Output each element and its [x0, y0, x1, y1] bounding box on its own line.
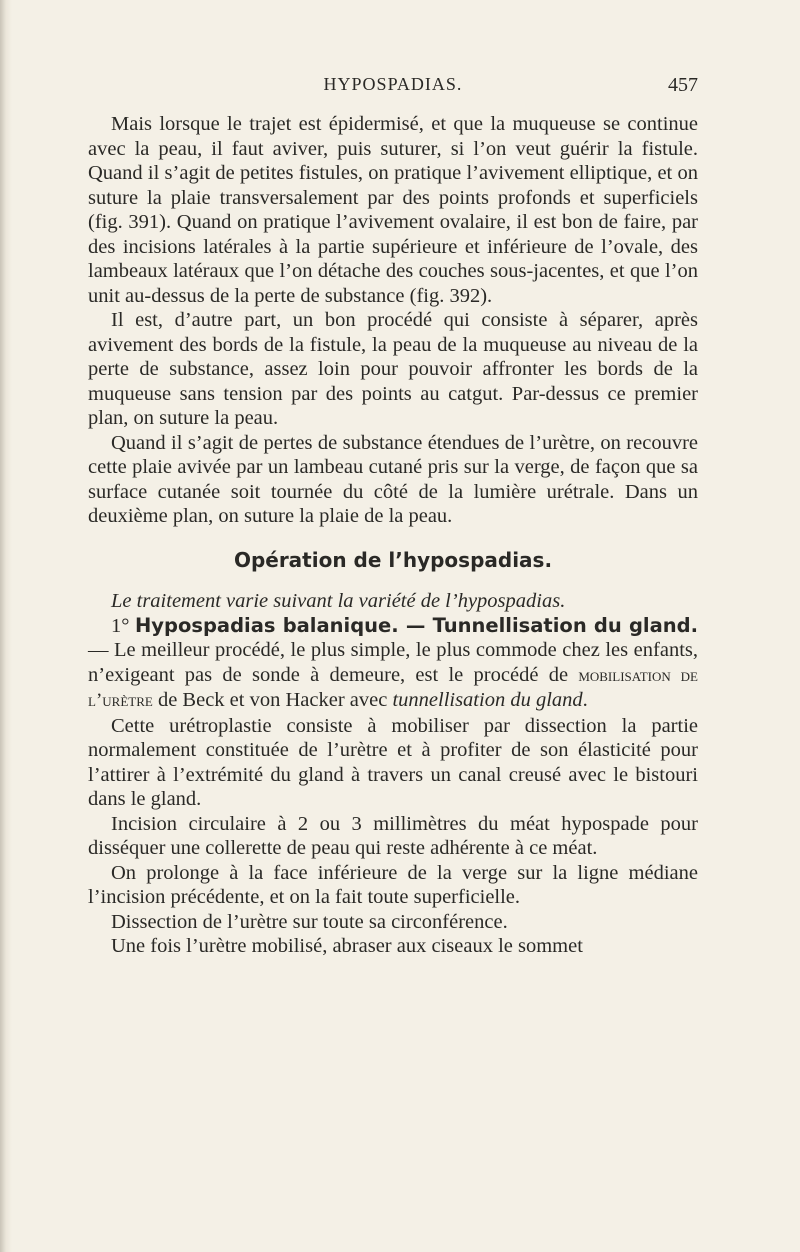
paragraph-balanic-hypospadias — [88, 614, 698, 714]
subsection-title: Hypospadias balanique. — Tunnellisation du gland. — [134, 613, 698, 637]
page-number: 457 — [668, 74, 698, 96]
procedure-name: mobilisation de l’urètre — [88, 664, 698, 711]
paragraph-circular-incision: Incision circulaire à 2 ou 3 millimètres du méat hypospade pour disséquer une collerette de peau qui reste adhérente à ce méat. — [88, 812, 698, 859]
paragraph-treatment-intro: Le traitement varie suivant la variété de l’hypospadias. — [111, 590, 566, 612]
item-number: 1° — [111, 614, 130, 637]
running-title: HYPOSPADIAS. — [323, 74, 463, 94]
section-heading: Opération de l’hypospadias. — [233, 547, 553, 572]
paragraph-urethroplasty: Cette urétroplastie consiste à mobiliser par dissection la partie normalement constituée de l’urètre et à profiter de son élasticité pour l’attirer à l’extrémité du gland à travers un canal creusé avec le bistouri dans le gland. — [88, 714, 698, 810]
paragraph-cutaneous-flap: Quand il s’agit de pertes de substance étendues de l’urètre, on recouvre cette plaie avivée par un lambeau cutané pris sur la verge, de façon que sa surface cutanée soit tournée du côté de la lumière urétrale. Dans un deuxième plan, on suture la plaie de la peau. — [88, 431, 698, 527]
page-header — [88, 70, 698, 100]
paragraph-fistula-suture: Mais lorsque le trajet est épidermisé, et que la muqueuse se continue avec la peau, il faut aviver, puis suturer, si l’on veut guérir la fistule. Quand il s’agit de petites fistules, on pratique l’avivement elliptique, et on suture la plaie transversalement par des points profonds et superficiels (fig. 391). Quand on pratique l’avivement ovalaire, il est bon de faire, par des incisions latérales à la partie supérieure et inférieure de l’ovale, des lambeaux latéraux que l’on détache des couches sous-jacentes, et que l’on unit au-dessus de la perte de substance (fig. 392). — [88, 113, 698, 307]
text-segment: de Beck et von Hacker avec — [152, 689, 393, 711]
paragraph-mucosa-separation: Il est, d’autre part, un bon procédé qui consiste à séparer, après avivement des bords de la fistule, la peau de la muqueuse au niveau de la perte de substance, assez loin pour pouvoir affronter les bords de la muqueuse sans tension par des points au catgut. Par-dessus ce premier plan, on suture la peau. — [88, 309, 698, 429]
paragraph-abrasion: Une fois l’urètre mobilisé, abraser aux ciseaux le sommet — [111, 935, 583, 957]
technique-name: tunnellisation du gland — [392, 689, 583, 711]
paragraph-urethra-dissection: Dissection de l’urètre sur toute sa circonférence. — [111, 910, 508, 933]
body-text — [88, 112, 698, 959]
text-segment: . — [582, 689, 588, 711]
page-binding-edge — [0, 0, 12, 1252]
paragraph-median-incision: On prolonge à la face inférieure de la verge sur la ligne médiane l’incision précédente, et on la fait toute superficielle. — [88, 861, 698, 908]
text-segment: — Le meilleur procédé, le plus simple, le plus commode chez les enfants, n’exigeant pas de sonde à demeure, est le procédé de — [88, 639, 698, 686]
